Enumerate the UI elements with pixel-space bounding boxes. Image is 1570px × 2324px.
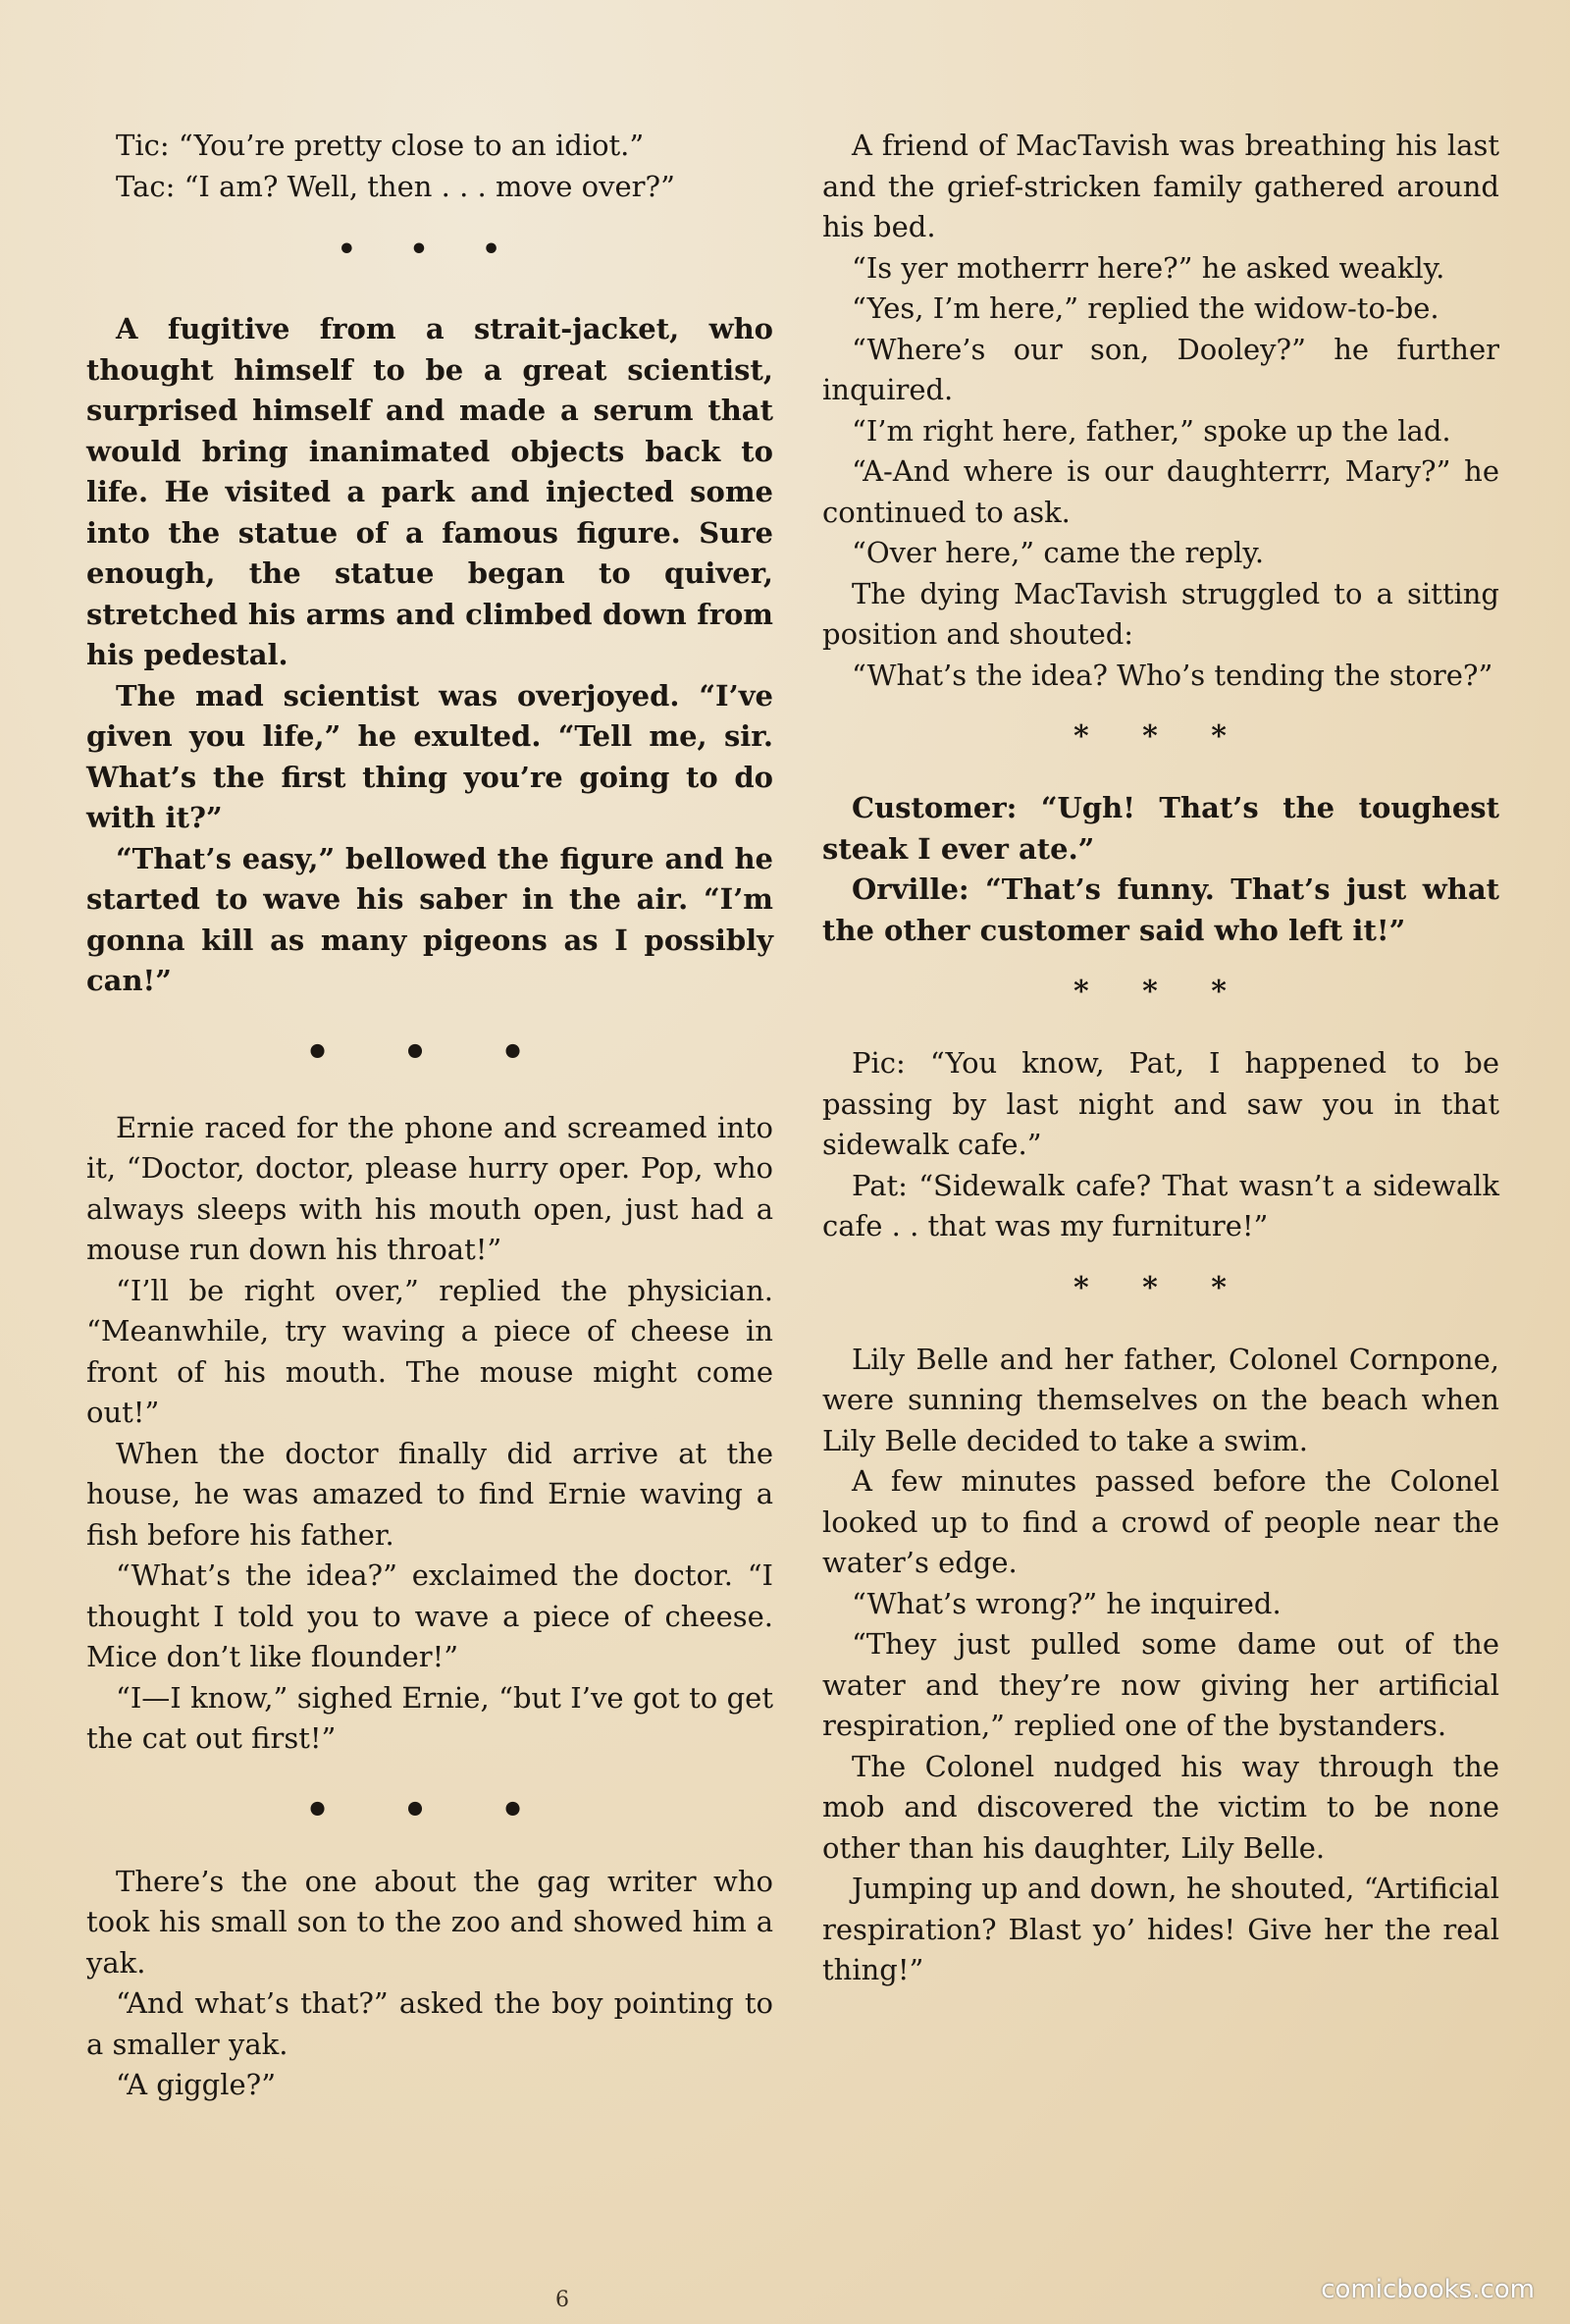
joke-paragraph: “What’s the idea? Who’s tending the store?” (852, 658, 1493, 692)
joke-paragraph: “What’s wrong?” he inquired. (852, 1586, 1282, 1620)
separator-stars: * * * (1073, 975, 1248, 1009)
joke-paragraph: A few minutes passed before the Colonel looked up to find a crowd of people near the water’s edge. (822, 1464, 1499, 1579)
separator-dots: • • • (304, 1029, 555, 1076)
joke-paragraph: The Colonel nudged his way through the mob and discovered the victim to be none other than his daughter, Lily Belle. (822, 1749, 1499, 1865)
joke-paragraph: Tac: “I am? Well, then . . . move over?” (116, 169, 675, 203)
joke-paragraph: A friend of MacTavish was breathing his last and the grief-stricken family gathered around his bed. (822, 129, 1499, 243)
joke-paragraph: The mad scientist was overjoyed. “I’ve given you life,” he exulted. “Tell me, sir. What’s the first thing you’re going to do with it?” (86, 678, 773, 834)
joke-paragraph: “I—I know,” sighed Ernie, “but I’ve got to get the cat out first!” (86, 1680, 773, 1755)
page-number: 6 (555, 2288, 569, 2312)
joke-mad-scientist (86, 309, 773, 1002)
joke-paragraph: “Is yer motherrr here?” he asked weakly. (852, 250, 1445, 285)
joke-paragraph: “They just pulled some dame out of the water and they’re now giving her artificial respiration,” replied one of the bystanders. (822, 1627, 1499, 1742)
joke-paragraph: “A-And where is our daughterrr, Mary?” he continued to ask. (822, 454, 1499, 529)
separator-dots: • • • (304, 1786, 555, 1833)
separator-dots: • • • (337, 233, 523, 267)
joke-paragraph: “I’ll be right over,” replied the physician. “Meanwhile, try waving a piece of cheese in front of his mouth. The mouse might come out!” (86, 1273, 773, 1429)
joke-paragraph: “And what’s that?” asked the boy pointing to a smaller yak. (86, 1986, 773, 2061)
joke-paragraph: There’s the one about the gag writer who took his small son to the zoo and showed him a yak. (86, 1864, 773, 1980)
joke-paragraph: “What’s the idea?” exclaimed the doctor. “I thought I told you to wave a piece of cheese. Mice don’t like flounder!” (86, 1558, 773, 1673)
left-column (86, 126, 773, 2106)
joke-paragraph: A fugitive from a strait-jacket, who thought himself to be a great scientist, surprised himself and made a serum that would bring inanimated objects back to life. He visited a park and injected some into the statue of a famous figure. Sure enough, the statue began to quiver, stretched his arms and climbed down from his pedestal. (86, 312, 773, 671)
joke-paragraph: Pic: “You know, Pat, I happened to be passing by last night and saw you in that sidewalk cafe.” (822, 1046, 1499, 1161)
joke-paragraph: Customer: “Ugh! That’s the toughest steak I ever ate.” (822, 791, 1499, 866)
joke-paragraph: “I’m right here, father,” spoke up the lad. (852, 413, 1451, 448)
joke-paragraph: Orville: “That’s funny. That’s just what the other customer said who left it!” (822, 872, 1499, 947)
separator-stars: * * * (1073, 719, 1248, 754)
joke-mactavish (822, 126, 1499, 696)
joke-tic-tac (86, 126, 773, 207)
joke-lily-belle (822, 1340, 1499, 1991)
joke-tough-steak (822, 788, 1499, 951)
joke-paragraph: The dying MacTavish struggled to a sitting position and shouted: (822, 576, 1499, 651)
joke-paragraph: “Yes, I’m here,” replied the widow-to-be. (852, 291, 1439, 325)
watermark: comicbooks.com (1321, 2275, 1535, 2304)
joke-paragraph: Ernie raced for the phone and screamed into it, “Doctor, doctor, please hurry oper. Pop, who always sleeps with his mouth open, just had a mouse run down his throat!” (86, 1110, 773, 1266)
joke-gag-writer (86, 1862, 773, 2106)
joke-paragraph: “That’s easy,” bellowed the figure and he started to wave his saber in the air. “I’m gonna kill as many pigeons as I possibly can!” (86, 841, 773, 997)
joke-paragraph: “Over here,” came the reply. (852, 536, 1265, 569)
right-column (822, 126, 1499, 1991)
joke-paragraph: “A giggle?” (116, 2068, 277, 2101)
joke-paragraph: Lily Belle and her father, Colonel Cornpone, were sunning themselves on the beach when Lily Belle decided to take a swim. (822, 1342, 1499, 1457)
joke-paragraph: Jumping up and down, he shouted, “Artificial respiration? Blast yo’ hides! Give her the real thing!” (822, 1872, 1499, 1986)
joke-paragraph: Pat: “Sidewalk cafe? That wasn’t a sidewalk cafe . . that was my furniture!” (822, 1168, 1499, 1242)
joke-sidewalk-cafe (822, 1043, 1499, 1247)
joke-paragraph: Tic: “You’re pretty close to an idiot.” (116, 129, 645, 162)
joke-ernie-mouse (86, 1108, 773, 1760)
joke-paragraph: “Where’s our son, Dooley?” he further inquired. (822, 332, 1499, 406)
joke-paragraph: When the doctor finally did arrive at the house, he was amazed to find Ernie waving a fish before his father. (86, 1436, 773, 1552)
separator-stars: * * * (1073, 1270, 1248, 1305)
